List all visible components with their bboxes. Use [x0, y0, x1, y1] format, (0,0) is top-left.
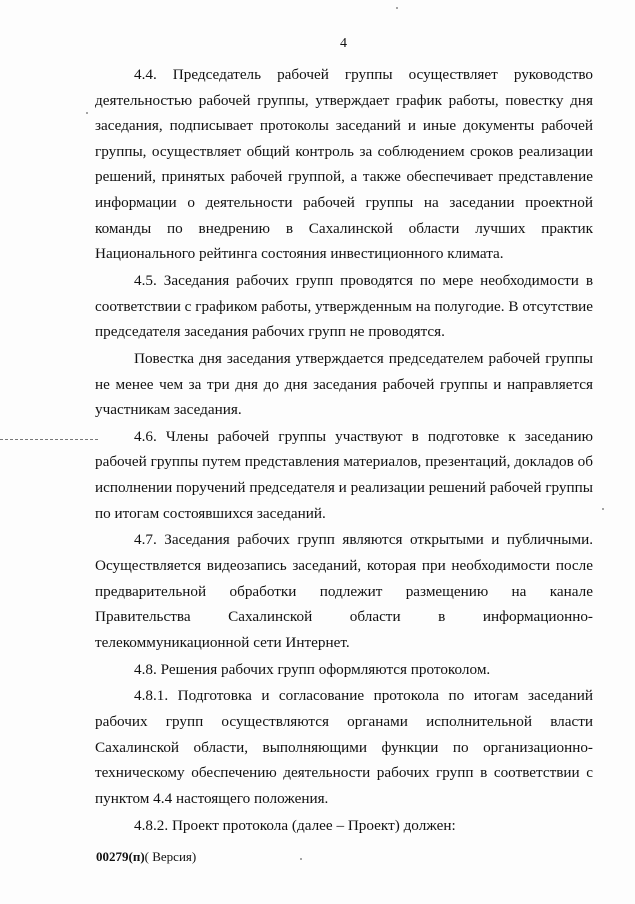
- scan-speck: [300, 858, 302, 860]
- paragraph-4-8-2: 4.8.2. Проект протокола (далее – Проект) должен:: [134, 816, 456, 834]
- paragraph-4-7: 4.7. Заседания рабочих групп являются открытыми и публичными. Осуществляется видеозапись заседаний, которая при необходимости после предварительной обработки подлежит размещению на канале Правительства Сахалинской области в информационно-телекоммуникационной сети Интернет.: [95, 531, 593, 651]
- scan-artifact-line: [0, 439, 98, 440]
- document-footer: [96, 849, 196, 865]
- paragraph-4-8-1: 4.8.1. Подготовка и согласование протокола по итогам заседаний рабочих групп осуществляются органами исполнительной власти Сахалинской области, выполняющими функции по организационно-техническому обеспечению деятельности рабочих групп в соответствии с пунктом 4.4 настоящего положения.: [95, 687, 593, 807]
- paragraph-4-6: 4.6. Члены рабочей группы участвуют в подготовке к заседанию рабочей группы путем представления материалов, презентаций, докладов об исполнении поручений председателя и реализации решений рабочей группы по итогам состоявшихся заседаний.: [95, 427, 593, 522]
- document-code: 00279(п): [96, 849, 145, 864]
- page-number: 4: [340, 36, 347, 51]
- scan-speck: [86, 112, 88, 114]
- paragraph-4-4: 4.4. Председатель рабочей группы осуществляет руководство деятельностью рабочей группы, утверждает график работы, повестку дня заседания, подписывает протоколы заседаний и иные документы рабочей группы, осуществляет общий контроль за соблюдением сроков реализации решений, принятых рабочей группой, а также обеспечивает представление информации о деятельности рабочей группы на заседании проектной команды по внедрению в Сахалинской области лучших практик Национального рейтинга состояния инвестиционного климата.: [95, 66, 593, 263]
- scan-speck: [396, 7, 398, 9]
- paragraph-4-8: 4.8. Решения рабочих групп оформляются протоколом.: [134, 660, 491, 678]
- document-version: ( Версия): [144, 849, 197, 864]
- document-body: [95, 62, 593, 839]
- scan-speck: [602, 508, 604, 510]
- paragraph-4-5: 4.5. Заседания рабочих групп проводятся по мере необходимости в соответствии с графиком работы, утвержденным на полугодие. В отсутствие председателя заседания рабочих групп не проводятся.: [95, 271, 593, 341]
- paragraph-agenda: Повестка дня заседания утверждается председателем рабочей группы не менее чем за три дня до дня заседания рабочей группы и направляется участникам заседания.: [95, 349, 593, 419]
